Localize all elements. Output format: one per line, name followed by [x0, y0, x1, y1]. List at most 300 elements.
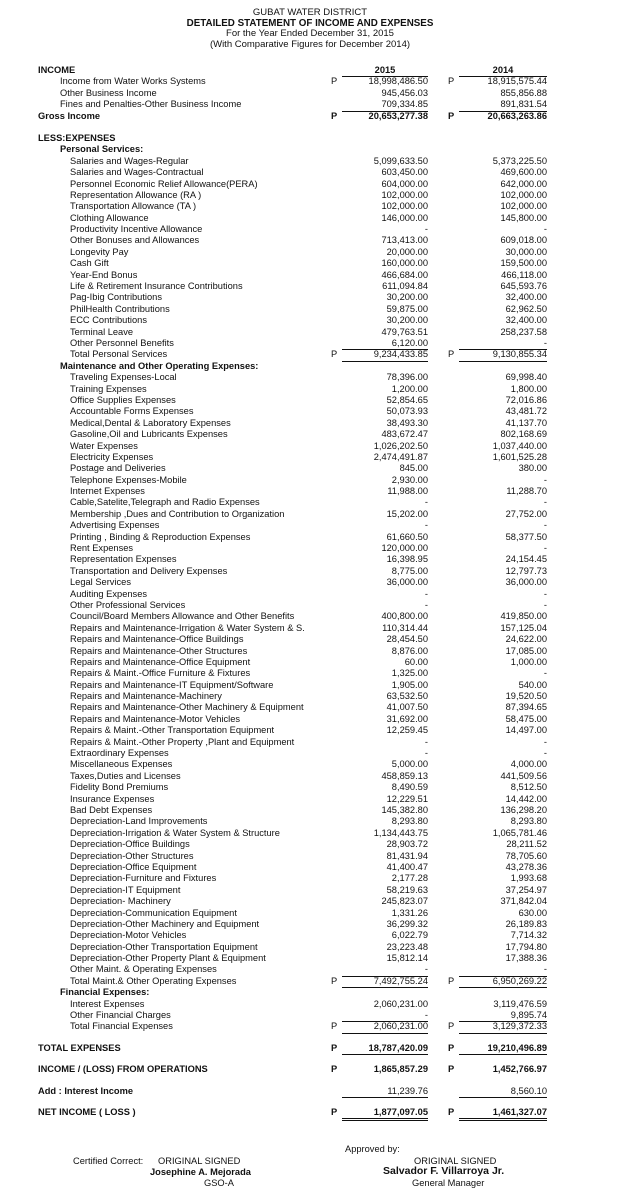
expense-row — [0, 315, 620, 326]
peso-sign: P — [448, 1021, 455, 1032]
income-row — [0, 99, 620, 110]
expense-row — [0, 201, 620, 212]
value-2014: 27,752.00 — [505, 508, 547, 519]
row-label: Fidelity Bond Premiums — [70, 782, 169, 793]
expense-row — [0, 167, 620, 178]
row-label: Rent Expenses — [70, 543, 134, 554]
personal-services-heading — [0, 144, 620, 155]
value-2014: 630.00 — [518, 907, 547, 918]
value-2014: 1,037,440.00 — [492, 440, 547, 451]
income-heading: INCOME — [38, 65, 76, 75]
value-2015: 11,988.00 — [387, 486, 428, 497]
expense-row — [0, 702, 620, 713]
value-2015: 611,094.84 — [382, 281, 428, 292]
value-2014: 1,000.00 — [510, 656, 547, 667]
expense-row — [0, 600, 620, 611]
financial-expenses-heading — [0, 987, 620, 998]
value-2015: 6,022.79 — [391, 930, 428, 941]
value-2014: 69,998.40 — [505, 372, 547, 383]
value-2015: 400,800.00 — [381, 611, 428, 622]
expense-row — [0, 964, 620, 975]
expense-row — [0, 611, 620, 622]
interest-income-row — [0, 1086, 620, 1097]
peso-sign: P — [331, 1021, 338, 1032]
row-label: Advertising Expenses — [70, 520, 160, 531]
row-label: Salaries and Wages-Regular — [70, 155, 189, 166]
peso-sign: P — [448, 349, 455, 360]
expense-row — [0, 930, 620, 941]
statement-period: For the Year Ended December 31, 2015 — [226, 28, 394, 39]
row-label: Fines and Penalties-Other Business Income — [60, 99, 242, 110]
row-label: Depreciation-Other Machinery and Equipment — [70, 918, 260, 929]
row-label: Internet Expenses — [70, 486, 145, 497]
expense-row — [0, 634, 620, 645]
row-label: Accountable Forms Expenses — [70, 406, 194, 417]
row-label: Other Financial Charges — [70, 1010, 171, 1021]
row-label: Terminal Leave — [70, 326, 134, 337]
row-label: Repairs and Maintenance-Other Machinery & Equipment — [70, 702, 304, 713]
expense-row — [0, 919, 620, 930]
value-2014: 8,512.50 — [510, 782, 547, 793]
value-2014: 58,377.50 — [505, 531, 547, 542]
value-2015: 5,000.00 — [391, 759, 428, 770]
expense-row — [0, 395, 620, 406]
expense-row — [0, 908, 620, 919]
value-2014: 380.00 — [518, 463, 547, 474]
value-2015: 1,200.00 — [391, 383, 428, 394]
row-label: Year-End Bonus — [70, 269, 138, 280]
value-2014: 102,000.00 — [500, 189, 547, 200]
spacer — [0, 1076, 620, 1086]
value-2015: 2,930.00 — [391, 474, 428, 485]
value-2015: - — [424, 748, 428, 759]
row-label: Repairs & Maint.-Other Property ,Plant and Equipment — [70, 736, 295, 747]
expense-row — [0, 953, 620, 964]
peso-sign: P — [331, 1042, 338, 1053]
value-2014: 855,856.88 — [500, 87, 547, 98]
peso-sign: P — [448, 1042, 455, 1053]
value-2014: 18,915,575.44 — [487, 76, 547, 87]
value-2014: 136,298.20 — [500, 805, 547, 815]
expense-row — [0, 771, 620, 782]
value-2014: 9,895.74 — [459, 1010, 547, 1022]
value-2014: 19,520.50 — [505, 691, 547, 702]
row-label: Clothing Allowance — [70, 212, 149, 223]
value-2015: 18,787,420.09 — [342, 1043, 428, 1055]
expense-row — [0, 463, 620, 474]
expense-row — [0, 748, 620, 759]
expense-row — [0, 862, 620, 873]
row-label: Medical,Dental & Laboratory Expenses — [70, 417, 231, 428]
row-label: Other Personnel Benefits — [70, 337, 174, 348]
expense-row — [0, 429, 620, 440]
expense-row — [0, 281, 620, 292]
expense-row — [0, 714, 620, 725]
gross-income-row — [0, 111, 620, 122]
expense-row — [0, 520, 620, 531]
expense-row — [0, 156, 620, 167]
peso-sign: P — [448, 110, 455, 121]
row-label: Repairs and Maintenance-Machinery — [70, 691, 222, 702]
value-2014: 609,018.00 — [500, 235, 547, 246]
value-2014: 28,211.52 — [506, 839, 547, 850]
value-2015: 2,474,491.87 — [373, 451, 428, 462]
row-label: Representation Expenses — [70, 554, 177, 565]
value-2014: 14,442.00 — [505, 793, 547, 804]
row-label: Gross Income — [38, 110, 101, 121]
row-label: Other Maint. & Operating Expenses — [70, 964, 217, 975]
value-2015: 50,073.93 — [386, 406, 428, 417]
row-label: Longevity Pay — [70, 246, 129, 257]
expense-row — [0, 828, 620, 839]
value-2014: 8,560.10 — [459, 1086, 547, 1098]
value-2015: 1,331.26 — [391, 907, 428, 918]
value-2015: 160,000.00 — [381, 258, 428, 269]
approved-by-label: Approved by: — [345, 1144, 400, 1154]
row-label: Interest Expenses — [70, 998, 145, 1009]
spacer — [0, 122, 620, 133]
value-2015: 59,875.00 — [386, 303, 428, 314]
value-2015: 2,060,231.00 — [373, 998, 428, 1009]
value-2015: 2,177.28 — [391, 873, 428, 884]
expense-row — [0, 554, 620, 565]
certified-correct-label: Certified Correct: — [73, 1156, 144, 1166]
value-2014: - — [543, 474, 547, 485]
value-2014: 1,800.00 — [510, 383, 547, 394]
expense-row — [0, 782, 620, 793]
statement-header — [0, 0, 620, 50]
value-2015: 12,259.45 — [386, 725, 428, 736]
expense-row — [0, 657, 620, 668]
row-label: Repairs and Maintenance-Office Equipment — [70, 656, 251, 667]
row-label: Representation Allowance (RA ) — [70, 189, 202, 200]
value-2014: 26,189.83 — [505, 918, 547, 929]
value-2015: 9,234,433.85 — [342, 349, 428, 361]
expense-row — [0, 885, 620, 896]
row-label: Cable,Satelite,Telegraph and Radio Expenses — [70, 497, 260, 508]
row-label: Other Bonuses and Allowances — [70, 235, 200, 246]
value-2014: 540.00 — [518, 679, 547, 690]
value-2014: 1,461,327.07 — [459, 1107, 547, 1121]
expense-row — [0, 725, 620, 736]
expense-row — [0, 418, 620, 429]
value-2015: 20,000.00 — [386, 246, 428, 257]
column-2015: 2015 — [342, 65, 428, 77]
expense-row — [0, 213, 620, 224]
value-2015: 6,120.00 — [342, 338, 428, 350]
value-2014: - — [543, 599, 547, 610]
total-mooe-row — [0, 976, 620, 987]
value-2014: - — [543, 668, 547, 679]
row-label: INCOME / (LOSS) FROM OPERATIONS — [38, 1064, 208, 1075]
peso-sign: P — [331, 1106, 338, 1117]
value-2014: 11,288.70 — [506, 486, 547, 497]
value-2015: 5,099,633.50 — [373, 155, 428, 166]
spacer — [0, 1054, 620, 1064]
value-2015: 479,763.51 — [381, 326, 428, 337]
value-2014: 3,129,372.33 — [459, 1021, 547, 1033]
expense-row — [0, 794, 620, 805]
expense-row — [0, 372, 620, 383]
comparative-note: (With Comparative Figures for December 2014) — [209, 38, 411, 50]
value-2014: - — [459, 964, 547, 976]
left-signatory-name: Josephine A. Mejorada — [150, 1167, 251, 1177]
value-2014: 30,000.00 — [505, 246, 547, 257]
value-2014: - — [543, 497, 547, 508]
peso-sign: P — [331, 349, 338, 360]
expense-row — [0, 543, 620, 554]
value-2014: 371,842.04 — [500, 896, 547, 907]
value-2015: 1,877,097.05 — [342, 1107, 428, 1121]
row-label: Taxes,Duties and Licenses — [70, 770, 181, 781]
value-2015: 78,396.00 — [386, 372, 428, 383]
expense-row — [0, 646, 620, 657]
value-2015: 15,202.00 — [386, 508, 428, 519]
row-label: ECC Contributions — [70, 315, 147, 326]
value-2015: 16,398.95 — [386, 554, 428, 565]
value-2015: 102,000.00 — [381, 201, 428, 212]
org-name: GUBAT WATER DISTRICT — [252, 7, 368, 18]
value-2015: - — [424, 224, 428, 235]
row-label: Telephone Expenses-Mobile — [70, 474, 187, 485]
statement-body — [0, 65, 620, 1118]
value-2015: 2,060,231.00 — [342, 1021, 428, 1033]
value-2015: 1,026,202.50 — [373, 440, 428, 451]
value-2014: 8,293.80 — [510, 816, 547, 827]
total-expenses-row — [0, 1043, 620, 1054]
expense-row — [0, 304, 620, 315]
expense-row — [0, 190, 620, 201]
value-2014: 19,210,496.89 — [459, 1043, 547, 1055]
value-2015: 41,400.47 — [386, 861, 428, 872]
row-label: Bad Debt Expenses — [70, 805, 153, 815]
row-label: PhilHealth Contributions — [70, 303, 170, 314]
expense-row — [0, 589, 620, 600]
expense-row — [0, 327, 620, 338]
expense-row — [0, 1010, 620, 1021]
expense-row — [0, 406, 620, 417]
row-label: Pag-Ibig Contributions — [70, 292, 162, 303]
row-label: Extraordinary Expenses — [70, 748, 169, 759]
expense-row — [0, 873, 620, 884]
row-label: Depreciation-IT Equipment — [70, 884, 181, 895]
row-label: Total Personal Services — [70, 349, 168, 360]
row-label: Repairs and Maintenance-IT Equipment/Software — [70, 679, 274, 690]
expense-row — [0, 452, 620, 463]
expense-row — [0, 384, 620, 395]
row-label: Personnel Economic Relief Allowance(PERA) — [70, 178, 258, 189]
row-label: Depreciation-Other Structures — [70, 850, 194, 861]
value-2015: 1,905.00 — [391, 679, 428, 690]
expense-row — [0, 680, 620, 691]
value-2015: 12,229.51 — [386, 793, 428, 804]
value-2015: 146,000.00 — [381, 212, 428, 223]
expense-row — [0, 532, 620, 543]
value-2015: - — [424, 736, 428, 747]
expense-row — [0, 851, 620, 862]
value-2014: 17,085.00 — [505, 645, 547, 656]
peso-sign: P — [331, 1064, 338, 1075]
right-signatory-name: Salvador F. Villarroya Jr. — [383, 1165, 505, 1177]
row-label: Depreciation-Land Improvements — [70, 816, 208, 827]
value-2014: 12,797.73 — [505, 565, 547, 576]
expense-row — [0, 691, 620, 702]
peso-sign: P — [331, 975, 338, 986]
expense-row — [0, 623, 620, 634]
value-2014: 1,452,766.97 — [492, 1064, 547, 1075]
row-label: Printing , Binding & Reproduction Expenses — [70, 531, 251, 542]
value-2015: 23,223.48 — [386, 941, 428, 952]
value-2015: 36,299.32 — [386, 918, 428, 929]
value-2014: 891,831.54 — [459, 99, 547, 111]
row-label: Other Business Income — [60, 87, 157, 98]
row-label: Repairs and Maintenance-Other Structures — [70, 645, 248, 656]
row-label: Electricity Expenses — [70, 451, 154, 462]
value-2014: - — [543, 520, 547, 531]
value-2015: 18,998,486.50 — [368, 76, 428, 87]
expense-row — [0, 805, 620, 816]
value-2015: 28,454.50 — [386, 634, 428, 645]
value-2015: 61,660.50 — [386, 531, 428, 542]
row-label: Gasoline,Oil and Lubricants Expenses — [70, 429, 228, 440]
row-label: Cash Gift — [70, 258, 109, 269]
statement-title: DETAILED STATEMENT OF INCOME AND EXPENSES — [186, 17, 434, 29]
value-2015: 110,314.44 — [382, 622, 428, 633]
value-2014: 24,154.45 — [505, 554, 547, 565]
row-label: Life & Retirement Insurance Contributions — [70, 281, 243, 292]
expense-row — [0, 896, 620, 907]
expense-row — [0, 179, 620, 190]
value-2015: 1,134,443.75 — [373, 827, 428, 838]
value-2014: 157,125.04 — [500, 622, 547, 633]
value-2014: 102,000.00 — [500, 201, 547, 212]
value-2015: 52,854.65 — [386, 394, 428, 405]
value-2015: - — [424, 588, 428, 599]
row-label: Training Expenses — [70, 383, 147, 394]
value-2015: 38,493.30 — [386, 417, 428, 428]
expense-row — [0, 270, 620, 281]
row-label: TOTAL EXPENSES — [38, 1042, 121, 1053]
row-label: LESS:EXPENSES — [38, 132, 116, 143]
row-label: Total Financial Expenses — [70, 1021, 173, 1032]
expense-row — [0, 942, 620, 953]
value-2015: 604,000.00 — [381, 178, 428, 189]
value-2014: 62,962.50 — [505, 303, 547, 314]
value-2015: 63,532.50 — [386, 691, 428, 702]
value-2014: 43,481.72 — [505, 406, 547, 417]
value-2014: - — [543, 748, 547, 759]
value-2014: - — [543, 736, 547, 747]
row-label: Income from Water Works Systems — [60, 76, 206, 87]
value-2015: 60.00 — [404, 656, 428, 667]
row-label: Transportation and Delivery Expenses — [70, 565, 228, 576]
value-2014: 5,373,225.50 — [492, 155, 547, 166]
value-2014: 43,278.36 — [505, 861, 547, 872]
row-label: Council/Board Members Allowance and Other Benefits — [70, 611, 295, 622]
value-2015: - — [424, 520, 428, 531]
row-label: Depreciation-Office Equipment — [70, 861, 197, 872]
value-2015: - — [424, 599, 428, 610]
expense-row — [0, 577, 620, 588]
expense-row — [0, 247, 620, 258]
value-2015: - — [342, 964, 428, 976]
row-label: Repairs and Maintenance-Motor Vehicles — [70, 713, 241, 724]
row-label: Traveling Expenses-Local — [70, 372, 177, 383]
value-2015: 15,812.14 — [386, 953, 428, 964]
value-2014: 802,168.69 — [500, 429, 547, 440]
row-label: Salaries and Wages-Contractual — [70, 167, 204, 178]
total-personal-services-row — [0, 349, 620, 360]
value-2015: 41,007.50 — [386, 702, 428, 713]
row-label: Depreciation-Office Buildings — [70, 839, 190, 850]
row-label: Depreciation- Machinery — [70, 896, 171, 907]
row-label: Add : Interest Income — [38, 1085, 134, 1096]
value-2015: - — [342, 1010, 428, 1022]
row-label: Depreciation-Furniture and Fixtures — [70, 873, 217, 884]
value-2015: 58,219.63 — [386, 884, 428, 895]
column-2014: 2014 — [459, 65, 547, 77]
value-2015: 845.00 — [399, 463, 428, 474]
row-label: Depreciation-Irrigation & Water System & Structure — [70, 827, 280, 838]
value-2015: 1,325.00 — [391, 668, 428, 679]
value-2015: 36,000.00 — [386, 577, 428, 588]
value-2015: 20,653,277.38 — [368, 110, 428, 121]
value-2014: 258,237.58 — [500, 326, 547, 337]
row-label: Transportation Allowance (TA ) — [70, 201, 197, 212]
value-2015: 81,431.94 — [386, 850, 428, 861]
expense-row — [0, 258, 620, 269]
expense-row — [0, 292, 620, 303]
operations-income-row — [0, 1064, 620, 1075]
value-2015: 8,293.80 — [391, 816, 428, 827]
value-2015: 28,903.72 — [386, 839, 428, 850]
expense-row — [0, 839, 620, 850]
mooe-heading — [0, 361, 620, 372]
value-2014: 17,794.80 — [505, 941, 547, 952]
income-row — [0, 76, 620, 87]
row-label: Personal Services: — [60, 144, 144, 155]
value-2014: 7,714.32 — [510, 930, 547, 941]
value-2014: 32,400.00 — [505, 292, 547, 303]
value-2014: 469,600.00 — [500, 167, 547, 178]
value-2015: 466,684.00 — [381, 269, 428, 280]
row-label: Depreciation-Motor Vehicles — [70, 930, 187, 941]
row-label: Postage and Deliveries — [70, 463, 166, 474]
expense-row — [0, 668, 620, 679]
value-2014: 32,400.00 — [505, 315, 547, 326]
spacer — [0, 1033, 620, 1043]
value-2015: 8,775.00 — [391, 565, 428, 576]
value-2014: 58,475.00 — [505, 713, 547, 724]
value-2014: 24,622.00 — [505, 634, 547, 645]
expense-row — [0, 999, 620, 1010]
value-2014: - — [543, 543, 547, 554]
expense-row — [0, 497, 620, 508]
value-2014: - — [543, 224, 547, 235]
value-2015: 7,492,755.24 — [342, 976, 428, 988]
spacer — [0, 1097, 620, 1107]
income-heading-row — [0, 65, 620, 76]
right-signatory-title: General Manager — [412, 1178, 485, 1188]
value-2014: 645,593.76 — [500, 281, 547, 292]
expense-row — [0, 566, 620, 577]
expense-row — [0, 441, 620, 452]
peso-sign: P — [331, 110, 338, 121]
value-2015: 603,450.00 — [381, 167, 428, 178]
value-2015: 1,865,857.29 — [373, 1064, 428, 1075]
value-2014: 14,497.00 — [505, 725, 547, 736]
value-2015: 483,672.47 — [381, 429, 428, 440]
